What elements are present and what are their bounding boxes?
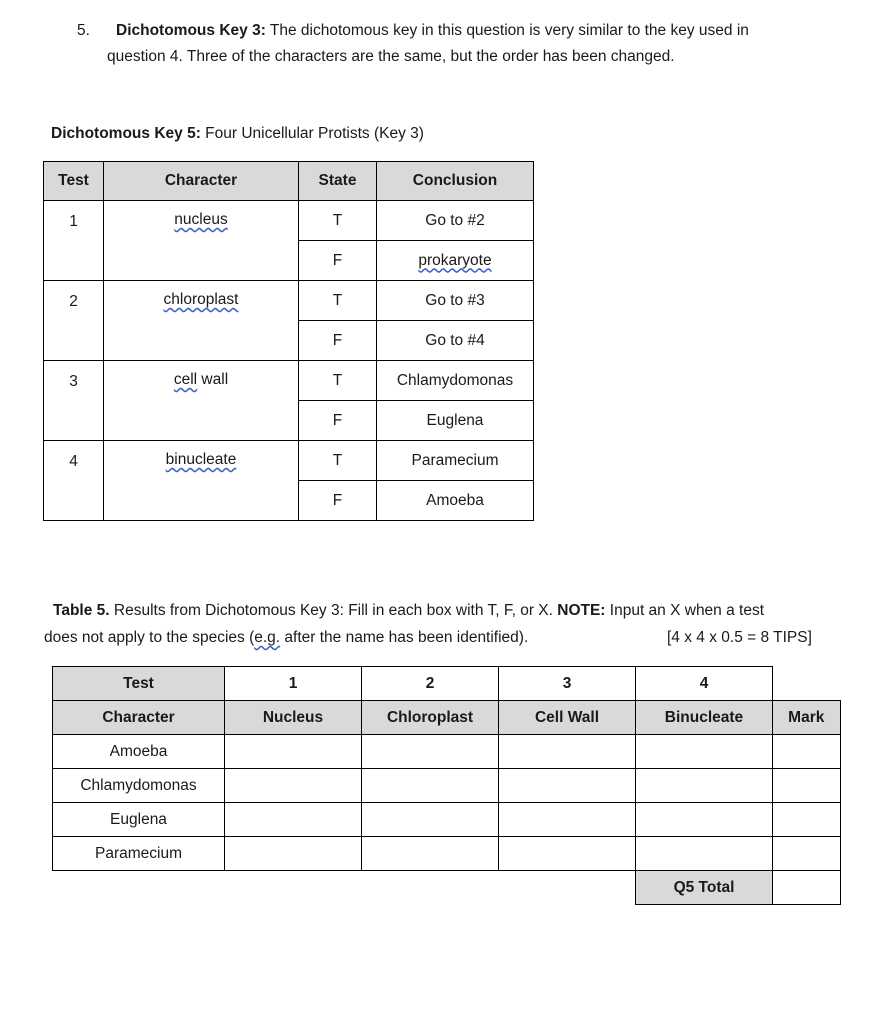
answer-input[interactable]: [362, 837, 498, 870]
conclusion: prokaryote: [377, 241, 534, 281]
species-row-euglena: [53, 803, 841, 837]
test-number-1: 1: [225, 667, 362, 701]
character-chloroplast: Chloroplast: [362, 701, 499, 735]
mark-input[interactable]: [773, 803, 840, 836]
answer-input[interactable]: [225, 803, 361, 836]
answer-cell[interactable]: [499, 803, 636, 837]
answer-input[interactable]: [636, 769, 772, 802]
blank: [362, 871, 499, 905]
empty-corner: [773, 667, 841, 701]
question-title: Dichotomous Key 3:: [116, 22, 266, 39]
mark-input[interactable]: [773, 837, 840, 870]
species-row-paramecium: [53, 837, 841, 871]
species-name: Euglena: [53, 803, 225, 837]
answer-input[interactable]: [499, 803, 635, 836]
total-row: [53, 871, 841, 905]
state-true: T: [299, 281, 377, 321]
conclusion: Go to #4: [377, 321, 534, 361]
answer-input[interactable]: [499, 735, 635, 768]
mark-input[interactable]: [773, 769, 840, 802]
q5-total-label: Q5 Total: [636, 871, 773, 905]
answer-input[interactable]: [362, 769, 498, 802]
answer-input[interactable]: [499, 769, 635, 802]
key-row: [44, 201, 534, 241]
test-character: chloroplast: [104, 281, 299, 361]
answer-input[interactable]: [362, 803, 498, 836]
answer-cell[interactable]: [499, 735, 636, 769]
question-number: 5.: [77, 22, 90, 39]
conclusion: Amoeba: [377, 481, 534, 521]
character-binucleate: Binucleate: [636, 701, 773, 735]
test-number: 2: [44, 281, 104, 361]
results-table: [52, 666, 841, 905]
mark-cell[interactable]: [773, 735, 841, 769]
answer-cell[interactable]: [225, 837, 362, 871]
key-row: [44, 281, 534, 321]
answer-cell[interactable]: [362, 803, 499, 837]
answer-input[interactable]: [225, 769, 361, 802]
table5-caption-line-2: does not apply to the species (e.g. after the name has been identified).: [44, 629, 529, 646]
answer-cell[interactable]: [499, 769, 636, 803]
results-character-row: [53, 701, 841, 735]
key-row: [44, 441, 534, 481]
test-character: binucleate: [104, 441, 299, 521]
answer-cell[interactable]: [636, 769, 773, 803]
test-character: nucleus: [104, 201, 299, 281]
species-name: Paramecium: [53, 837, 225, 871]
test-character: cell wall: [104, 361, 299, 441]
mark-cell[interactable]: [773, 803, 841, 837]
state-true: T: [299, 441, 377, 481]
mark-input[interactable]: [773, 735, 840, 768]
answer-cell[interactable]: [362, 735, 499, 769]
question-line-1: [116, 22, 749, 40]
q5-total-input[interactable]: [773, 871, 840, 904]
answer-cell[interactable]: [225, 769, 362, 803]
character-label: Character: [53, 701, 225, 735]
test-number: 3: [44, 361, 104, 441]
answer-cell[interactable]: [362, 837, 499, 871]
answer-cell[interactable]: [636, 837, 773, 871]
answer-cell[interactable]: [636, 735, 773, 769]
species-row-chlamydomonas: [53, 769, 841, 803]
results-test-row: [53, 667, 841, 701]
conclusion: Go to #3: [377, 281, 534, 321]
key-row: [44, 361, 534, 401]
test-number: 4: [44, 441, 104, 521]
key-title-rest: Four Unicellular Protists (Key 3): [200, 125, 424, 142]
test-number: 1: [44, 201, 104, 281]
answer-input[interactable]: [362, 735, 498, 768]
answer-cell[interactable]: [362, 769, 499, 803]
mark-cell[interactable]: [773, 769, 841, 803]
conclusion: Chlamydomonas: [377, 361, 534, 401]
header-conclusion: Conclusion: [377, 162, 534, 201]
conclusion: Euglena: [377, 401, 534, 441]
character-cell-wall: Cell Wall: [499, 701, 636, 735]
dichotomous-key-table: [43, 161, 534, 521]
species-name: Amoeba: [53, 735, 225, 769]
blank: [225, 871, 362, 905]
question-line-2: question 4. Three of the characters are the same, but the order has been changed.: [107, 48, 675, 65]
table5-tips: [4 x 4 x 0.5 = 8 TIPS]: [667, 629, 812, 646]
conclusion: Go to #2: [377, 201, 534, 241]
blank: [53, 871, 225, 905]
answer-input[interactable]: [636, 803, 772, 836]
state-false: F: [299, 321, 377, 361]
key-title-bold: Dichotomous Key 5:: [51, 125, 201, 142]
answer-input[interactable]: [499, 837, 635, 870]
test-number-4: 4: [636, 667, 773, 701]
answer-input[interactable]: [636, 837, 772, 870]
answer-cell[interactable]: [225, 735, 362, 769]
species-name: Chlamydomonas: [53, 769, 225, 803]
conclusion: Paramecium: [377, 441, 534, 481]
state-false: F: [299, 401, 377, 441]
question-text: The dichotomous key in this question is very similar to the key used in: [265, 22, 749, 39]
key-header-row: [44, 162, 534, 201]
species-row-amoeba: [53, 735, 841, 769]
state-false: F: [299, 241, 377, 281]
key-title: [51, 125, 424, 143]
table5-caption-line-1: Table 5. Results from Dichotomous Key 3: Fill in each box with T, F, or X. NOTE: Input an X when a test: [53, 602, 765, 619]
answer-cell[interactable]: [636, 803, 773, 837]
character-nucleus: Nucleus: [225, 701, 362, 735]
header-character: Character: [104, 162, 299, 201]
state-false: F: [299, 481, 377, 521]
blank: [499, 871, 636, 905]
state-true: T: [299, 361, 377, 401]
answer-cell[interactable]: [225, 803, 362, 837]
test-number-3: 3: [499, 667, 636, 701]
answer-input[interactable]: [225, 735, 361, 768]
mark-label: Mark: [773, 701, 841, 735]
mark-cell[interactable]: [773, 837, 841, 871]
answer-cell[interactable]: [499, 837, 636, 871]
header-state: State: [299, 162, 377, 201]
q5-total-cell[interactable]: [773, 871, 841, 905]
state-true: T: [299, 201, 377, 241]
test-label: Test: [53, 667, 225, 701]
answer-input[interactable]: [225, 837, 361, 870]
header-test: Test: [44, 162, 104, 201]
test-number-2: 2: [362, 667, 499, 701]
answer-input[interactable]: [636, 735, 772, 768]
